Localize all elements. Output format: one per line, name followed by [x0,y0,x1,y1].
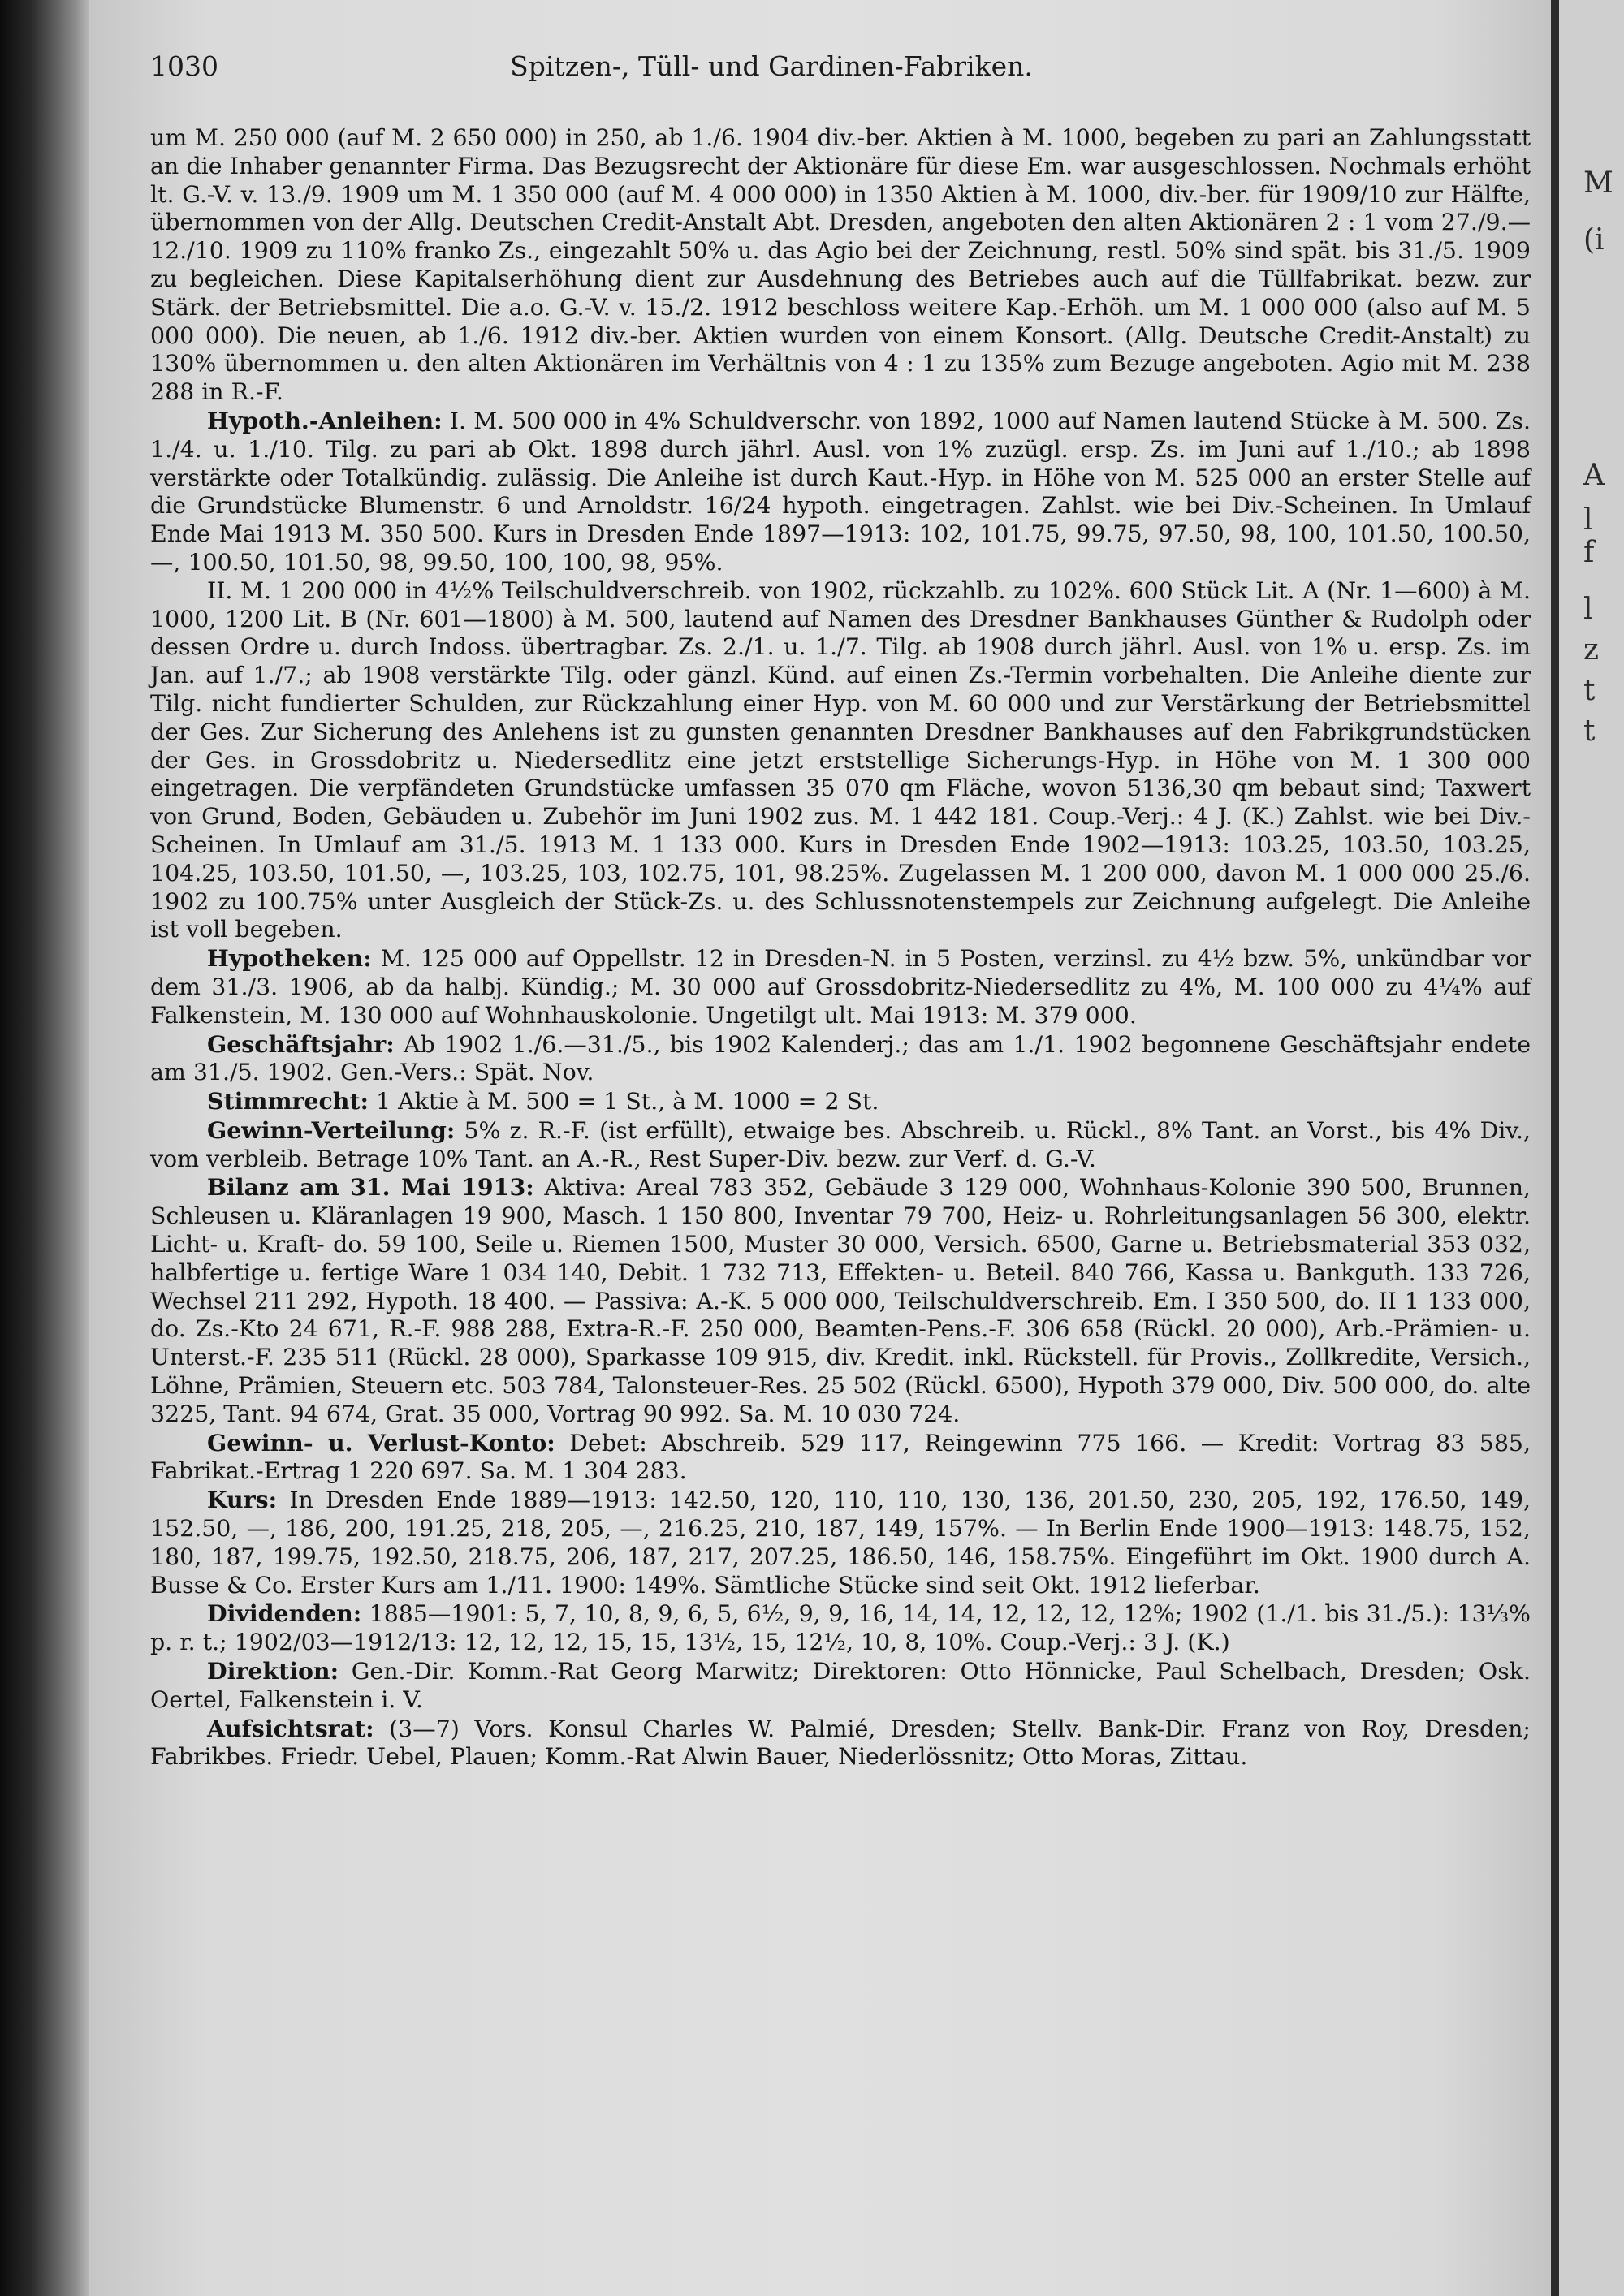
paragraph-text: 1885—1901: 5, 7, 10, 8, 9, 6, 5, 6½, 9, 9, 16, 14, 14, 12, 12, 12, 12%; 1902 (1./1. bis 31./5.): 13⅓% p. r. t.; 1902/03—1912/13: 12, 12, 12, 15, 15, 13½, 15, 12½, 10, 8, 10%. Coup.-Verj.: 3 J. (K.) [150,1600,1531,1656]
page-gutter [1551,0,1559,2296]
section-label: Gewinn- u. Verlust-Konto: [207,1428,555,1457]
paragraph-stimmrecht [150,1087,1531,1116]
paragraph-text: M. 125 000 auf Oppellstr. 12 in Dresden-N. in 5 Posten, verzinsl. zu 4½ bzw. 5%, unkündbar vor dem 31./3. 1906, ab da halbj. Kündig.; M. 30 000 auf Grossdobritz-Niedersedlitz zu 4%, M. 100 000 zu 4¼% auf Falkenstein, M. 130 000 auf Wohnhauskolonie. Ungetilgt ult. Mai 1913: M. 379 000. [150,945,1531,1029]
section-label: Dividenden: [207,1599,362,1628]
section-label: Kurs: [207,1486,278,1514]
edge-char: f [1583,536,1595,569]
paragraph-kurs [150,1486,1531,1599]
running-title: Spitzen-, Tüll- und Gardinen-Fabriken. [510,50,1033,82]
paragraph-text: Ab 1902 1./6.—31./5., bis 1902 Kalenderj.; das am 1./1. 1902 begonnene Geschäftsjahr endete am 31./5. 1902. Gen.-Vers.: Spät. Nov. [150,1030,1531,1086]
paragraph-direktion [150,1657,1531,1715]
section-label: Aufsichtsrat: [207,1714,374,1742]
paragraph-text: 1 Aktie à M. 500 = 1 St., à M. 1000 = 2 St. [376,1088,879,1116]
paragraph-capital-history [150,124,1531,407]
paragraph-dividenden [150,1599,1531,1657]
body-text [150,124,1531,1772]
section-label: Direktion: [207,1657,339,1685]
edge-char: A [1583,459,1605,492]
section-label: Hypotheken: [207,944,372,973]
section-label: Bilanz am 31. Mai 1913: [207,1173,534,1202]
edge-char: z [1583,633,1599,667]
paragraph-bilanz [150,1173,1531,1428]
section-label: Gewinn-Verteilung: [207,1116,456,1144]
adjacent-page-edge [1551,0,1624,2296]
section-label: Geschäftsjahr: [207,1029,395,1058]
edge-char: M [1583,166,1613,200]
paragraph-text: Aktiva: Areal 783 352, Gebäude 3 129 000, Wohnhaus-Kolonie 390 500, Brunnen, Schleusen u. Kläranlagen 19 900, Masch. 1 150 800, Inventar 79 700, Heiz- u. Rohrleitungsanlagen 56 300, elektr. Licht- u. Kraft- do. 59 100, Seile u. Riemen 1500, Muster 30 000, Versich. 6500, Garne u. Betriebsmaterial 353 032, halbfertige u. fertige Ware 1 034 140, Debit. 1 732 713, Effekten- u. Beteil. 840 766, Kassa u. Bankguth. 133 726, Wechsel 211 292, Hypoth. 18 400. — Passiva: A.-K. 5 000 000, Teilschuldverschreib. Em. I 350 500, do. II 1 133 000, do. Zs.-Kto 24 671, R.-F. 988 288, Extra-R.-F. 250 000, Beamten-Pens.-F. 306 658 (Rückl. 20 000), Arb.-Prämien- u. Unterst.-F. 235 511 (Rückl. 28 000), Sparkasse 109 915, div. Kredit. inkl. Rückstell. für Provis., Zollkredite, Versich., Löhne, Prämien, Steuern etc. 503 784, Talonsteuer-Res. 25 502 (Rückl. 6500), Hypoth 379 000, Div. 500 000, do. alte 3225, Tant. 94 674, Grat. 35 000, Vortrag 90 992. Sa. M. 10 030 724. [150,1174,1531,1427]
adjacent-page-text [1559,0,1624,2296]
paragraph-hypoth-anleihen [150,407,1531,577]
paragraph-text: In Dresden Ende 1889—1913: 142.50, 120, 110, 110, 130, 136, 201.50, 230, 205, 192, 176.50, 149, 152.50, —, 186, 200, 191.25, 218, 205, —, 216.25, 210, 187, 149, 157%. — In Berlin Ende 1900—1913: 148.75, 152, 180, 187, 199.75, 192.50, 218.75, 206, 187, 217, 207.25, 186.50, 146, 158.75%. Eingeführt im Okt. 1900 durch A. Busse & Co. Erster Kurs am 1./11. 1900: 149%. Sämtliche Stücke sind seit Okt. 1912 lieferbar. [150,1487,1531,1599]
running-header [150,50,1531,91]
paragraph-text: Gen.-Dir. Komm.-Rat Georg Marwitz; Direktoren: Otto Hönnicke, Paul Schelbach, Dresden; Osk. Oertel, Falkenstein i. V. [150,1658,1531,1713]
edge-char: t [1583,714,1596,748]
edge-char: (i [1583,223,1605,257]
edge-char: l [1583,503,1593,537]
paragraph-text: (3—7) Vors. Konsul Charles W. Palmié, Dresden; Stellv. Bank-Dir. Franz von Roy, Dresden; Fabrikbes. Friedr. Uebel, Plauen; Komm.-Rat Alwin Bauer, Niederlössnitz; Otto Moras, Zittau. [150,1715,1531,1771]
section-label: Stimmrecht: [207,1087,369,1116]
paragraph-text: Debet: Abschreib. 529 117, Reingewinn 775 166. — Kredit: Vortrag 83 585, Fabrikat.-Ertrag 1 220 697. Sa. M. 1 304 283. [150,1429,1531,1485]
paragraph-gewinn-verteilung [150,1116,1531,1174]
edge-char: t [1583,674,1596,707]
paragraph-gewinn-verlust [150,1429,1531,1487]
section-label: Hypoth.-Anleihen: [207,406,443,434]
paragraph-aufsichtsrat [150,1715,1531,1772]
book-spine [0,0,89,2296]
paragraph-geschaeftsjahr [150,1030,1531,1088]
paragraph-anleihe-ii [150,577,1531,944]
paragraph-text: um M. 250 000 (auf M. 2 650 000) in 250, ab 1./6. 1904 div.-ber. Aktien à M. 1000, begeben zu pari an Zahlungsstatt an die Inhaber genannter Firma. Das Bezugsrecht der Aktionäre für diese Em. war ausgeschlossen. Nochmals erhöht lt. G.-V. v. 13./9. 1909 um M. 1 350 000 (auf M. 4 000 000) in 1350 Aktien à M. 1000, div.-ber. für 1909/10 zur Hälfte, übernommen von der Allg. Deutschen Credit-Anstalt Abt. Dresden, angeboten den alten Aktionären 2 : 1 vom 27./9.—12./10. 1909 zu 110% franko Zs., eingezahlt 50% u. das Agio bei der Zeichnung, restl. 50% sind spät. bis 31./5. 1909 zu begleichen. Diese Kapitalserhöhung dient zur Ausdehnung des Betriebes auch auf die Tüllfabrikat. bezw. zur Stärk. der Betriebsmittel. Die a.o. G.-V. v. 15./2. 1912 beschloss weitere Kap.-Erhöh. um M. 1 000 000 (also auf M. 5 000 000). Die neuen, ab 1./6. 1912 div.-ber. Aktien wurden von einem Konsort. (Allg. Deutsche Credit-Anstalt) zu 130% übernommen u. den alten Aktionären im Verhältnis von 4 : 1 zu 135% zum Bezuge angeboten. Agio mit M. 238 288 in R.-F. [150,124,1531,406]
paragraph-text: II. M. 1 200 000 in 4½% Teilschuldverschreib. von 1902, rückzahlb. zu 102%. 600 Stück Lit. A (Nr. 1—600) à M. 1000, 1200 Lit. B (Nr. 601—1800) à M. 500, lautend auf Namen des Dresdner Bankhauses Günther & Rudolph oder dessen Ordre u. durch Indoss. übertragbar. Zs. 2./1. u. 1./7. Tilg. ab 1908 durch jährl. Ausl. von 1% u. ersp. Zs. im Jan. auf 1./7.; ab 1908 verstärkte Tilg. oder gänzl. Künd. auf einen Zs.-Termin vorbehalten. Die Anleihe diente zur Tilg. nicht fundierter Schulden, zur Rückzahlung einer Hyp. von M. 60 000 und zur Verstärkung der Betriebsmittel der Ges. Zur Sicherung des Anlehens ist zu gunsten genannten Dresdner Bankhauses auf den Fabrikgrundstücken der Ges. in Grossdobritz u. Niedersedlitz eine jetzt erststellige Sicherungs-Hyp. in Höhe von M. 1 300 000 eingetragen. Die verpfändeten Grundstücke umfassen 35 070 qm Fläche, wovon 5136,30 qm bebaut sind; Taxwert von Grund, Boden, Gebäuden u. Zubehör im Juni 1902 zus. M. 1 442 181. Coup.-Verj.: 4 J. (K.) Zahlst. wie bei Div.-Scheinen. In Umlauf am 31./5. 1913 M. 1 133 000. Kurs in Dresden Ende 1902—1913: 103.25, 103.50, 103.25, 104.25, 103.50, 101.50, —, 103.25, 103, 102.75, 101, 98.25%. Zugelassen M. 1 200 000, davon M. 1 000 000 25./6. 1902 zu 100.75% unter Ausgleich der Stück-Zs. u. des Schlussnotenstempels zur Zeichnung aufgelegt. Die Anleihe ist voll begeben. [150,576,1531,943]
paragraph-text: I. M. 500 000 in 4% Schuldverschr. von 1892, 1000 auf Namen lautend Stücke à M. 500. Zs. 1./4. u. 1./10. Tilg. zu pari ab Okt. 1898 durch jährl. Ausl. von 1% zuzügl. ersp. Zs. im Juni auf 1./10.; ab 1898 verstärkte oder Totalkündig. zulässig. Die Anleihe ist durch Kaut.-Hyp. in Höhe von M. 525 000 an erster Stelle auf die Grundstücke Blumenstr. 6 und Arnoldstr. 16/24 hypoth. eingetragen. Zahlst. wie bei Div.-Scheinen. In Umlauf Ende Mai 1913 M. 350 500. Kurs in Dresden Ende 1897—1913: 102, 101.75, 99.75, 97.50, 98, 100, 101.50, 100.50, —, 100.50, 101.50, 98, 99.50, 100, 100, 98, 95%. [150,407,1531,576]
page-number: 1030 [150,50,218,82]
paragraph-text: 5% z. R.-F. (ist erfüllt), etwaige bes. Abschreib. u. Rückl., 8% Tant. an Vorst., bis 4% Div., vom verbleib. Betrage 10% Tant. an A.-R., Rest Super-Div. bezw. zur Verf. d. G.-V. [150,1116,1531,1172]
edge-char: l [1583,593,1593,626]
paragraph-hypotheken [150,944,1531,1029]
